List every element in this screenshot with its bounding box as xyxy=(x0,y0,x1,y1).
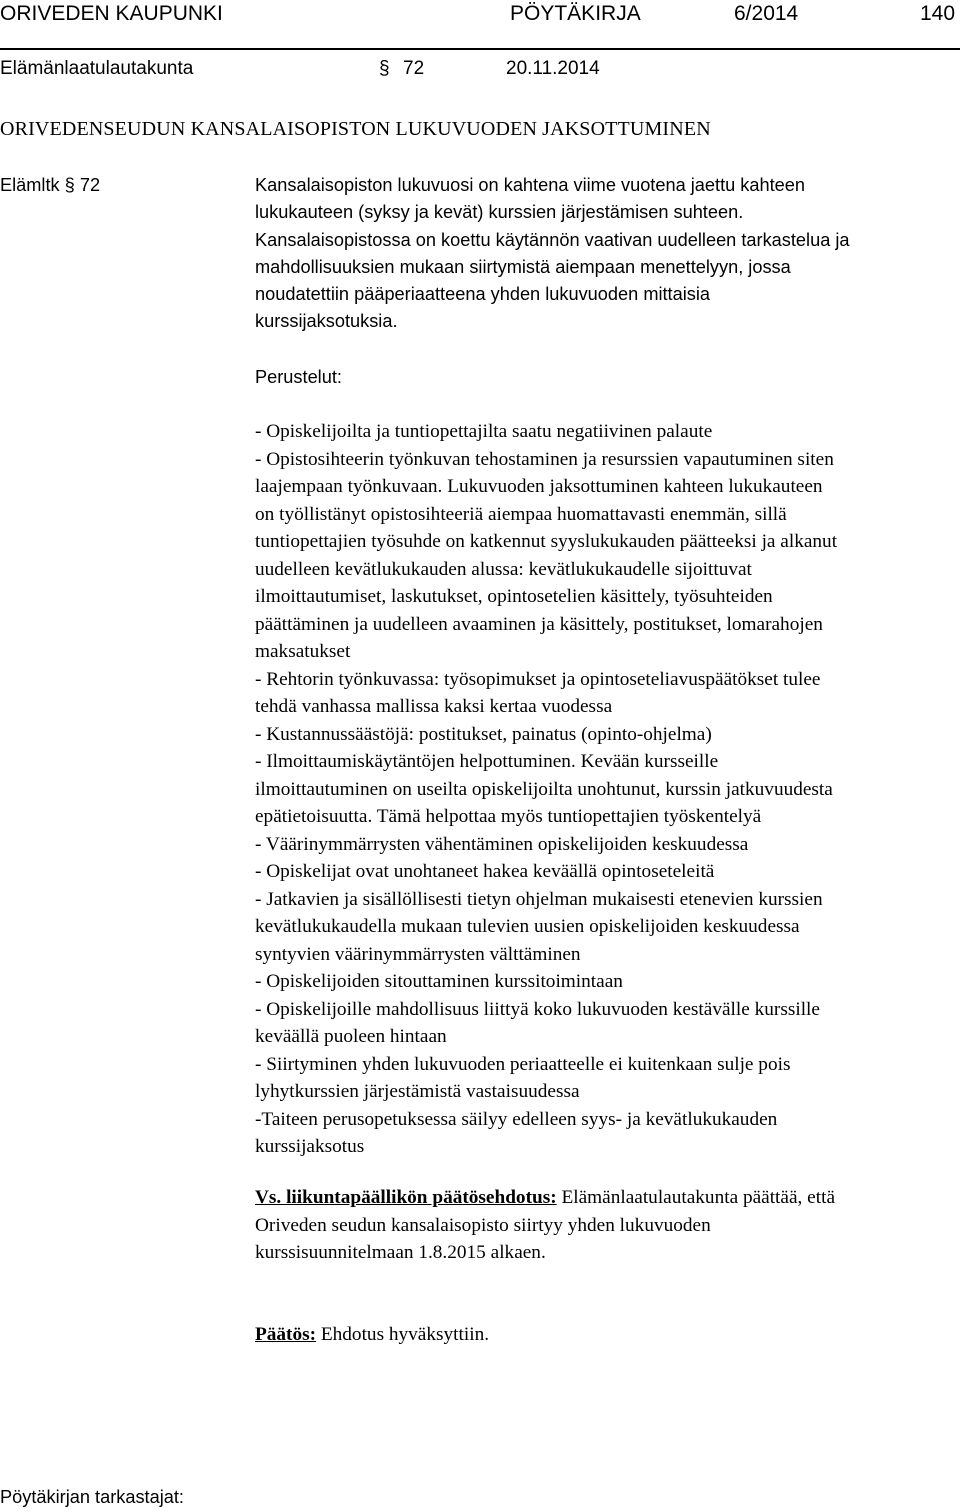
issue-number: 6/2014 xyxy=(734,2,799,25)
section-reference: Elämltk § 72 xyxy=(0,175,101,195)
perustelut-line: ilmoittautuminen on useilta opiskelijoilta unohtunut, kurssin jatkuvuudesta xyxy=(255,778,833,800)
intro-line: noudatettiin pääperiaatteena yhden lukuvuoden mittaisia xyxy=(255,284,711,305)
perustelut-line: päättäminen ja uudelleen avaaminen ja käsittely, postitukset, lomarahojen xyxy=(255,613,823,635)
perustelut-line: - Jatkavien ja sisällöllisesti tietyn ohjelman mukaisesti etenevien kurssien xyxy=(255,888,823,910)
perustelut-label: Perustelut: xyxy=(255,367,342,387)
intro-line: lukukauteen (syksy ja kevät) kurssien järjestämisen suhteen. xyxy=(255,202,744,223)
perustelut-line: kurssijaksotus xyxy=(255,1136,365,1157)
proposal-text: Elämänlaatulautakunta päättää, että xyxy=(556,1187,836,1208)
perustelut-line: - Opiskelijoiden sitouttaminen kurssitoimintaan xyxy=(255,971,623,992)
page-title: ORIVEDENSEUDUN KANSALAISOPISTON LUKUVUODEN JAKSOTTUMINEN xyxy=(0,118,711,140)
proposal-line: kurssisuunnitelmaan 1.8.2015 alkaen. xyxy=(255,1242,546,1263)
intro-line: Kansalaisopistossa on koettu käytännön vaativan uudelleen tarkastelua ja xyxy=(255,229,850,250)
proposal-line: Oriveden seudun kansalaisopisto siirtyy yhden lukuvuoden xyxy=(255,1214,711,1236)
header-divider xyxy=(0,48,960,50)
perustelut-line: uudelleen kevätlukukauden alussa: kevätlukukaudelle sijoittuvat xyxy=(255,558,752,580)
perustelut-line: syntyvien väärinymmärrysten välttäminen xyxy=(255,943,581,965)
perustelut-line: maksatukset xyxy=(255,641,351,662)
perustelut-line: - Ilmoittaumiskäytäntöjen helpottuminen. Kevään kursseille xyxy=(255,751,719,772)
perustelut-line: ilmoittautumiset, laskutukset, opintosetelien käsittely, työsuhteiden xyxy=(255,586,773,607)
reviewers-label: Pöytäkirjan tarkastajat: xyxy=(0,1487,184,1507)
perustelut-line: - Opiskelijoille mahdollisuus liittyä koko lukuvuoden kestävälle kurssille xyxy=(255,998,820,1020)
perustelut-line: - Opiskelijat ovat unohtaneet hakea keväällä opintoseteleitä xyxy=(255,861,715,882)
organization-name: ORIVEDEN KAUPUNKI xyxy=(0,2,223,25)
committee-name: Elämänlaatulautakunta xyxy=(0,58,194,79)
perustelut-line: - Opistosihteerin työnkuvan tehostaminen ja resurssien vapautuminen siten xyxy=(255,448,834,470)
document-type: PÖYTÄKIRJA xyxy=(510,2,641,25)
perustelut-line: - Siirtyminen yhden lukuvuoden periaatteelle ei kuitenkaan sulje pois xyxy=(255,1053,791,1075)
perustelut-line: - Rehtorin työnkuvassa: työsopimukset ja opintoseteliavuspäätökset tulee xyxy=(255,668,821,690)
section-number: 72 xyxy=(403,58,425,79)
perustelut-line: tuntiopettajien työsuhde on katkennut syyslukukauden päätteeksi ja alkanut xyxy=(255,531,838,552)
perustelut-line: tehdä vanhassa mallissa kaksi kertaa vuodessa xyxy=(255,696,613,717)
meeting-date: 20.11.2014 xyxy=(506,58,600,79)
proposal-label: Vs. liikuntapäällikön päätösehdotus: xyxy=(255,1187,557,1208)
decision-text: Ehdotus hyväksyttiin. xyxy=(316,1324,490,1345)
perustelut-line: keväällä puoleen hintaan xyxy=(255,1026,447,1047)
proposal-paragraph xyxy=(255,1184,955,1267)
page-number: 140 xyxy=(920,2,956,25)
perustelut-line: kevätlukukaudella mukaan tulevien uusien opiskelijoiden keskuudessa xyxy=(255,916,800,937)
perustelut-list xyxy=(255,418,955,1161)
perustelut-line: epätietoisuutta. Tämä helpottaa myös tuntiopettajien työskentelyä xyxy=(255,806,762,827)
perustelut-line: - Kustannussäästöjä: postitukset, painatus (opinto-ohjelma) xyxy=(255,723,712,745)
intro-paragraph xyxy=(255,172,955,336)
intro-line: kurssijaksotuksia. xyxy=(255,311,398,332)
perustelut-line: - Väärinymmärrysten vähentäminen opiskelijoiden keskuudessa xyxy=(255,833,749,855)
decision-paragraph xyxy=(255,1321,955,1349)
section-symbol: § xyxy=(379,58,390,79)
intro-line: mahdollisuuksien mukaan siirtymistä aiempaan menettelyyn, jossa xyxy=(255,256,791,277)
perustelut-line: -Taiteen perusopetuksessa säilyy edelleen syys- ja kevätlukukauden xyxy=(255,1108,778,1130)
perustelut-line: on työllistänyt opistosihteeriä aiempaa huomattavasti enemmän, sillä xyxy=(255,503,787,525)
perustelut-line: lyhytkurssien järjestämistä vastaisuudessa xyxy=(255,1081,580,1102)
perustelut-line: - Opiskelijoilta ja tuntiopettajilta saatu negatiivinen palaute xyxy=(255,421,713,442)
intro-line: Kansalaisopiston lukuvuosi on kahtena viime vuotena jaettu kahteen xyxy=(255,175,806,195)
perustelut-line: laajempaan työnkuvaan. Lukuvuoden jaksottuminen kahteen lukukauteen xyxy=(255,476,823,497)
decision-label: Päätös: xyxy=(255,1324,317,1345)
